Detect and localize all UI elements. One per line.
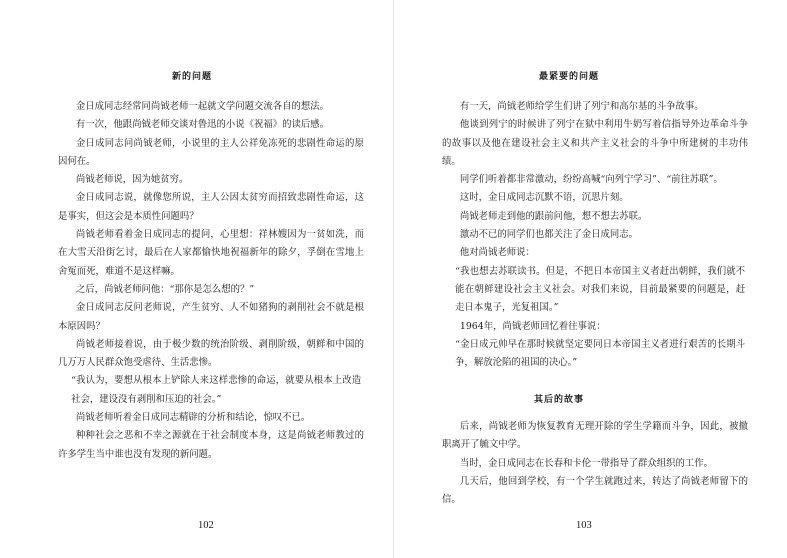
paragraph: 几天后，他回到学校，有一个学生就跑过来，转达了尚钺老师留下的信。 <box>442 475 748 506</box>
left-page-title: 新的问题 <box>172 72 213 82</box>
right-page-body <box>442 98 748 372</box>
paragraph: 种种社会之恶和不幸之源就在于社会制度本身，这是尚钺老师教过的许多学生当中谁也没有发现的新问题。 <box>58 430 364 460</box>
right-page-title: 最紧要的问题 <box>539 72 600 82</box>
paragraph: 金日成同志反问老师说，产生贫穷、人不如猪狗的剥削社会不就是根本原因吗？ <box>58 302 364 332</box>
paragraph: 金日成同志问尚钺老师，小说里的主人公祥免冻死的悲剧性命运的原因何在。 <box>58 137 364 167</box>
left-page-body <box>58 98 364 464</box>
paragraph: 尚钺老师说，因为她贫穷。 <box>75 174 189 186</box>
page-number-left: 102 <box>198 520 214 531</box>
paragraph: 金日成同志说，就像您所说，主人公因太贫穷而招致悲剧性命运，这是事实，但这会是本质性问题吗？ <box>58 192 364 222</box>
paragraph: 他对尚钺老师说： <box>459 247 535 259</box>
paragraph: 尚钺老师听着金日成同志精辟的分析和结论，惊叹不已。 <box>75 412 311 424</box>
paragraph: 当时，金日成同志在长春和卡伦一带指导了群众组织的工作。 <box>459 457 713 469</box>
paragraph: 有一天，尚钺老师给学生们讲了列宁和高尔基的斗争故事。 <box>459 101 704 112</box>
paragraph: 后来，尚钺老师为恢复教育无理开除的学生学籍而斗争，因此，被撤职离开了毓文中学。 <box>442 421 748 451</box>
paragraph: 尚钺老师接着说，由于极少数的统治阶级、剥削阶级，朝鲜和中国的几万万人民群众饱受虐待、生活悲惨。 <box>58 338 364 369</box>
block-quote: “金日成元帅早在那时候就坚定要同日本帝国主义者进行艰苦的长期斗争，解放沦陷的祖国的决心。” <box>455 338 746 369</box>
page-number-right: 103 <box>576 520 592 531</box>
right-page <box>394 0 787 558</box>
paragraph: 尚钺老师走到他的跟前问他，想不想去苏联。 <box>459 210 648 222</box>
paragraph: 1964年，尚钺老师回忆着往事说： <box>459 320 606 332</box>
paragraph: 之后，尚钺老师问他：“那你是怎么想的？” <box>75 283 255 295</box>
paragraph: 同学们听着都非常激动，纷纷高喊“向列宁学习”、“前往苏联”。 <box>459 174 723 186</box>
paragraph: 这时，金日成同志沉默不语，沉思片刻。 <box>459 192 629 204</box>
section-body <box>442 418 748 509</box>
block-quote: “我认为，要想从根本上铲除人来这样悲惨的命运，就要从根本上改造社会，建设没有剥削和压迫的社会。” <box>71 375 362 405</box>
paragraph: 尚钺老师看着金日成同志的提问，心里想：祥林嫂因为一贫如洗，而在大雪天沿街乞讨，最后在人家都愉快地祝福新年的除夕，孚倒在雪地上舍冤而死，难道不是这样嘛。 <box>58 229 364 277</box>
paragraph: 他谈到列宁的时候讲了列宁在狱中利用牛奶写着信指导外边革命斗争的故事以及他在建设社会主义和共产主义社会的斗争中所建树的丰功伟绩。 <box>442 119 748 167</box>
paragraph: 金日成同志经常同尚钺老师一起就文学问题交流各自的想法。 <box>75 101 329 112</box>
block-quote: “我也想去苏联读书。但是，不把日本帝国主义者赶出朝鲜，我们就不能在朝鲜建设社会主义社会。对我们来说，目前最紧要的问题是，赶走日本鬼子，光复祖国。” <box>455 265 746 314</box>
paragraph: 有一次，他跟尚钺老师交谈对鲁迅的小说《祝福》的读后感。 <box>75 119 329 131</box>
paragraph: 激动不已的同学们也都关注了金日成同志。 <box>459 229 638 241</box>
section-title: 其后的故事 <box>534 395 585 405</box>
left-page <box>0 0 393 558</box>
